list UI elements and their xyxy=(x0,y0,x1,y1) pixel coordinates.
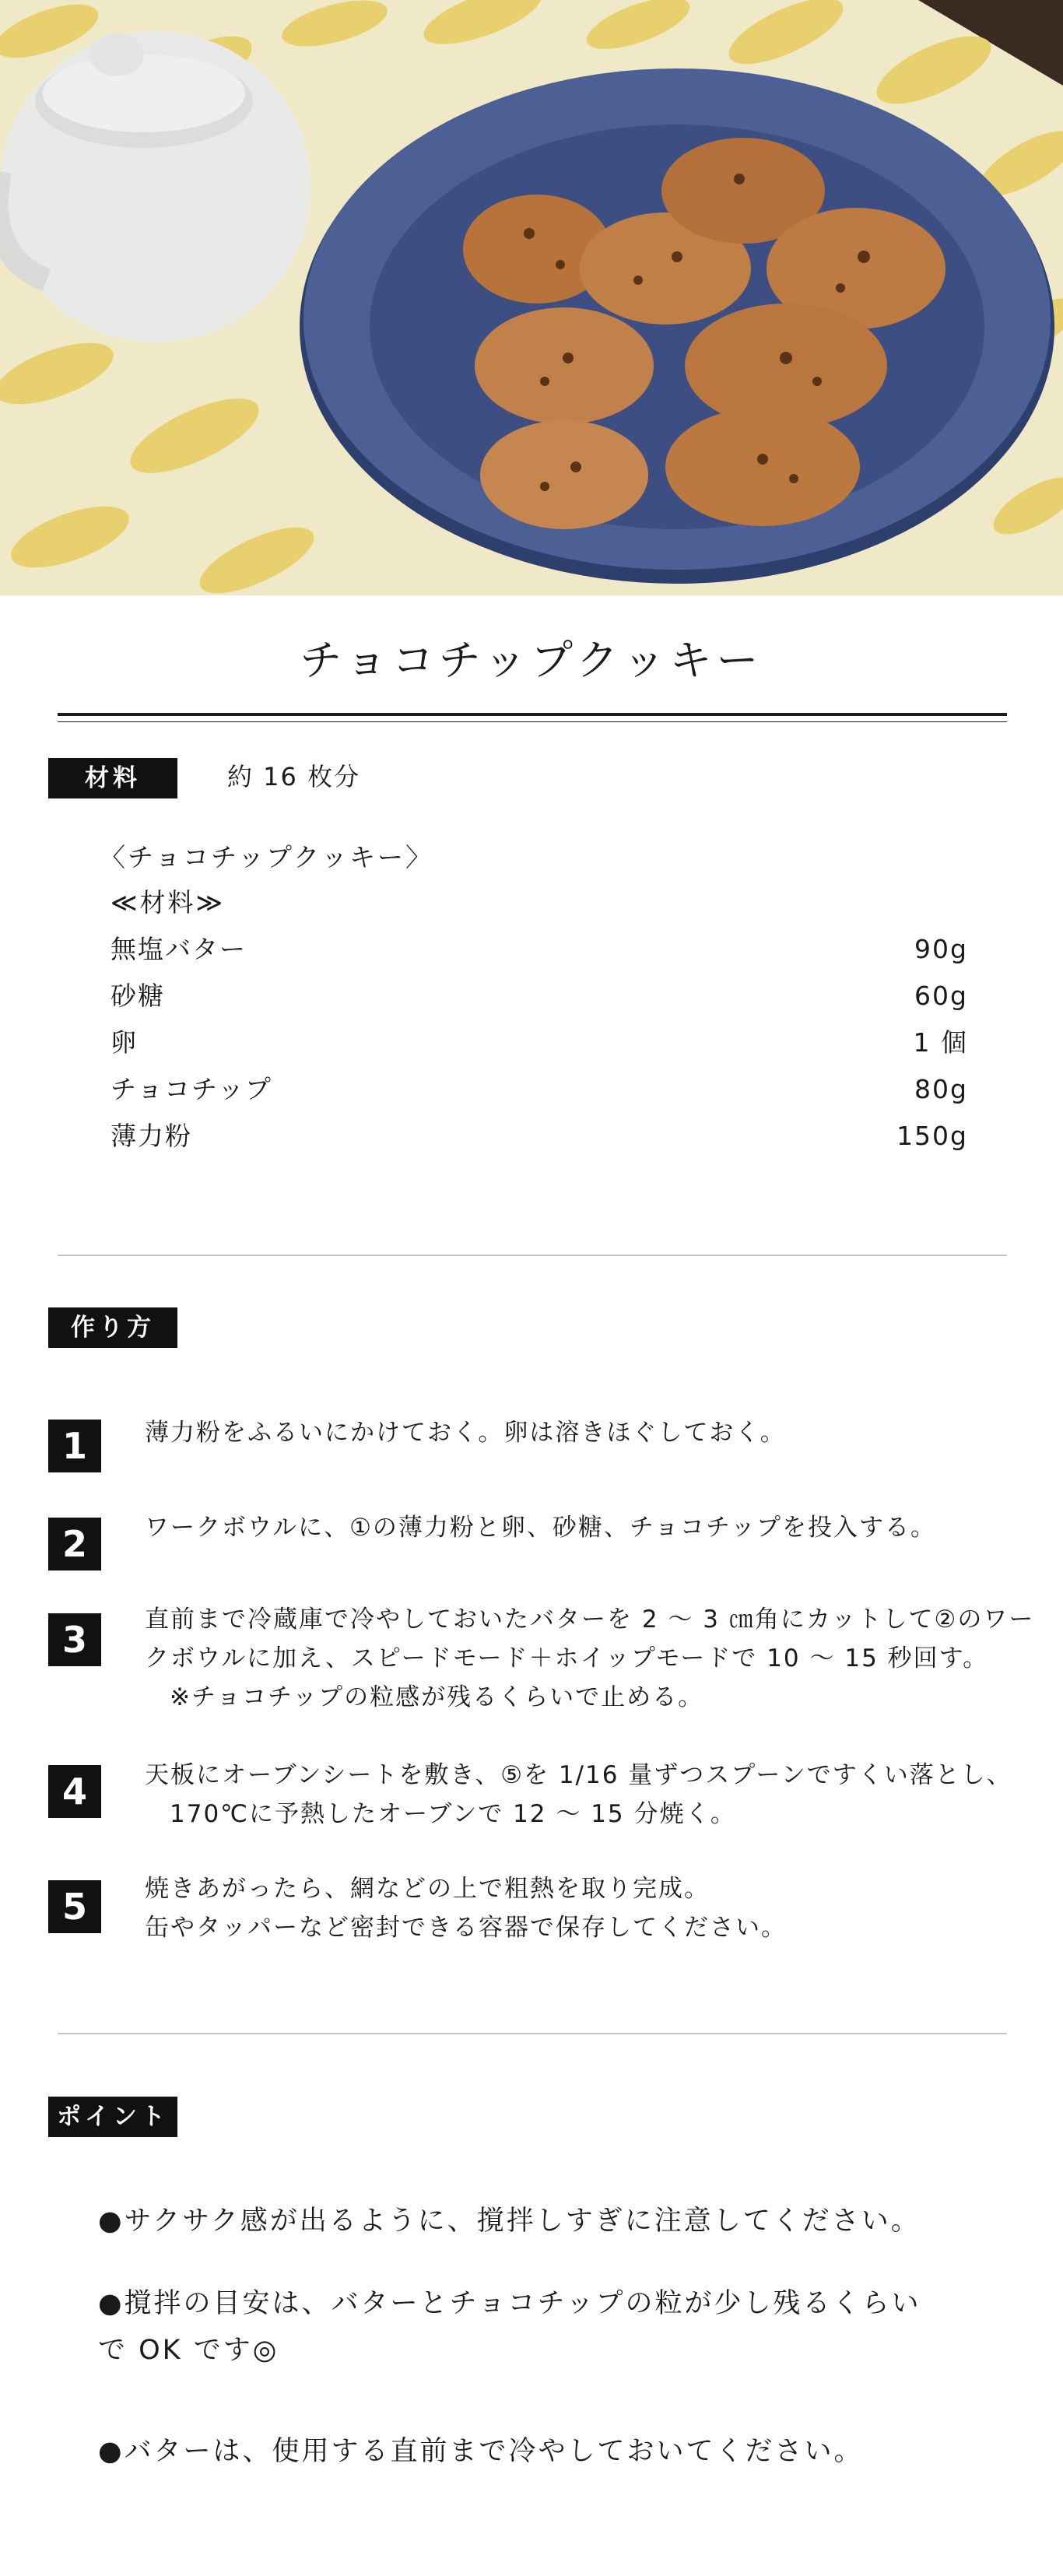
cookie-plate-photo-icon xyxy=(0,0,1063,595)
step-text: ワークボウルに、①の薄力粉と卵、砂糖、チョコチップを投入する。 xyxy=(145,1514,936,1542)
ingredient-row xyxy=(111,932,968,967)
step-text: 直前まで冷蔵庫で冷やしておいたバターを 2 〜 3 ㎝角にカットして②のワー クボウルに加え、スピードモード＋ホイップモードで 10 〜 15 秒回す。 ※チョコチップの粒感が残るくらいで止める。 xyxy=(145,1606,1035,1711)
ingredient-name: 薄力粉 xyxy=(111,1121,192,1151)
ingredient-amount: 90g xyxy=(914,934,968,964)
ingredient-row xyxy=(111,1026,968,1060)
section-divider xyxy=(58,1255,1007,1256)
yield-text: 約 16 枚分 xyxy=(227,762,361,791)
ingredient-row xyxy=(111,1119,968,1153)
point-item: ●バターは、使用する直前まで冷やしておいてください。 xyxy=(98,2436,864,2467)
ingredient-amount: 80g xyxy=(914,1074,968,1104)
point-item: ●サクサク感が出るように、撹拌しすぎに注意してください。 xyxy=(98,2206,921,2237)
step-text: 天板にオーブンシートを敷き、⑤を 1/16 量ずつスプーンですくい落とし、 170℃に予熱したオーブンで 12 〜 15 分焼く。 xyxy=(145,1761,1012,1828)
step-number: 1 xyxy=(48,1420,101,1472)
point-item: ●撹拌の目安は、バターとチョコチップの粒が少し残るくらい で OK です◎ xyxy=(98,2288,921,2366)
section-divider xyxy=(58,2033,1007,2034)
ingredient-name: 砂糖 xyxy=(111,981,165,1011)
ingredients-label: 材料 xyxy=(48,758,177,798)
step-text: 薄力粉をふるいにかけておく。卵は溶きほぐしておく。 xyxy=(145,1419,786,1447)
ingredient-row xyxy=(111,979,968,1013)
step-number: 2 xyxy=(48,1518,101,1571)
step-text: 焼きあがったら、網などの上で粗熱を取り完成。 缶やタッパーなど密封できる容器で保存してください。 xyxy=(145,1875,787,1942)
ingredient-row xyxy=(111,1072,968,1107)
step-number: 4 xyxy=(48,1765,101,1818)
hero-photo xyxy=(0,0,1063,595)
teapot-icon xyxy=(0,31,311,342)
ingredient-amount: 60g xyxy=(914,981,968,1011)
ingredients-group-title: 〈チョコチップクッキー〉 xyxy=(100,842,434,872)
ingredient-name: 無塩バター xyxy=(111,934,247,964)
title-divider xyxy=(58,713,1007,722)
ingredient-name: 卵 xyxy=(111,1027,138,1058)
page-title: チョコチップクッキー xyxy=(300,636,763,685)
points-label: ポイント xyxy=(48,2097,177,2137)
ingredient-amount: 1 個 xyxy=(913,1027,968,1058)
ingredient-name: チョコチップ xyxy=(111,1074,273,1104)
step-number: 5 xyxy=(48,1880,101,1933)
step-number: 3 xyxy=(48,1613,101,1666)
ingredients-sub-title: ≪材料≫ xyxy=(111,887,226,918)
method-label: 作り方 xyxy=(48,1307,177,1348)
ingredient-amount: 150g xyxy=(896,1121,968,1151)
